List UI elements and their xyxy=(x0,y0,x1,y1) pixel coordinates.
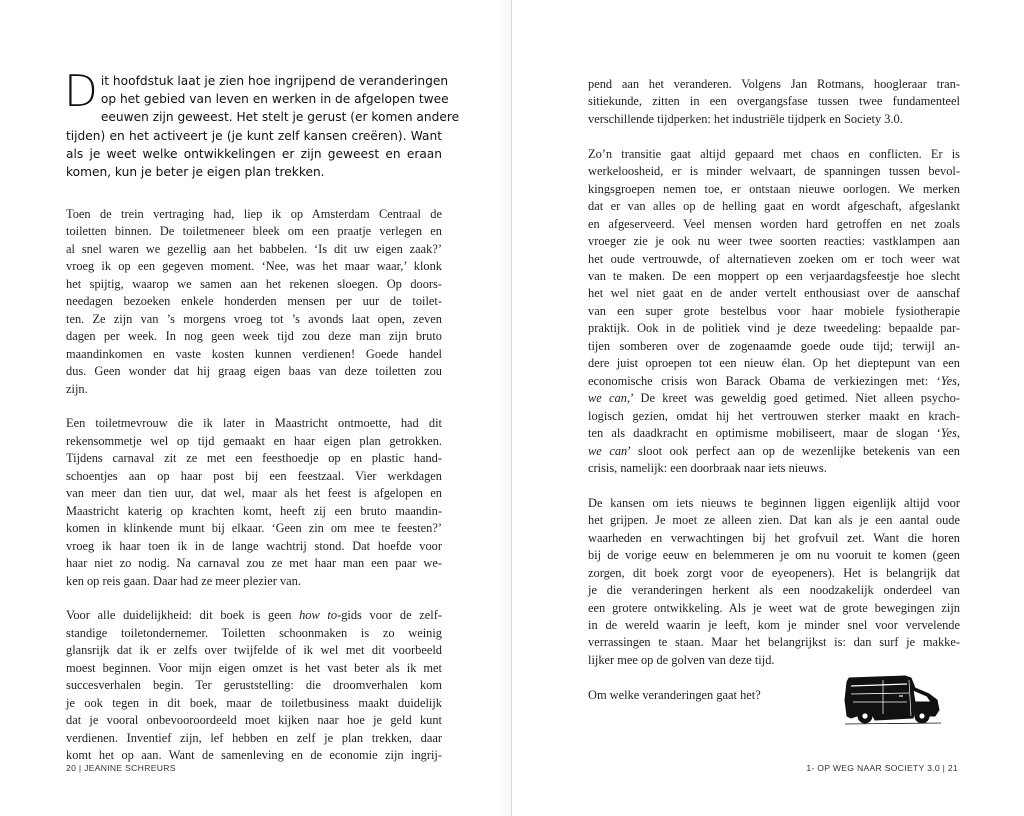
intro-line: eeuwen zijn geweest. Het stelt je gerust (er komen andere xyxy=(100,110,460,125)
text-line: tijen somberen over de zogenaamde goede oude tijd; terwijl an- xyxy=(588,338,960,353)
text-line: verschillende tijdperken: het industriële tijdperk en Society 3.0. xyxy=(588,111,903,126)
text-line: bij de vorige eeuw en belemmeren je om nu vooruit te komen (geen xyxy=(588,548,960,563)
paragraph xyxy=(66,206,442,398)
left-body-text xyxy=(66,206,442,782)
text-line: zorgen, dit boek zorgt voor de eyeopeners). Het is belangrijk dat xyxy=(588,565,960,580)
gutter-shadow xyxy=(496,0,511,816)
text-line: pend aan het veranderen. Volgens Jan Rotmans, hoogleraar tran- xyxy=(588,77,960,91)
text-line: ken op reis gaan. Daar had ze meer plezier van. xyxy=(66,573,301,588)
intro-line: als je weet welke ontwikkelingen er zijn geweest en eraan xyxy=(66,146,442,161)
text-line: het wel niet gaat en de ander vertelt enthousiast over de aanschaf xyxy=(588,286,960,301)
text-line: komt het op aan. Want de samenleving en de economie zijn ingrij- xyxy=(66,748,442,763)
text-line: Zo’n transitie gaat altijd gepaard met chaos en conflicten. Er is xyxy=(588,146,960,161)
text-line: crisis, namelijk: een doorbraak naar iets nieuws. xyxy=(588,460,827,475)
text-line: dus. Geen wonder dat hij graag eigen baas van deze toiletten zou xyxy=(66,364,442,379)
text-line: praktijk. Ook in de politiek vind je deze tweedeling: bepaalde par- xyxy=(588,321,960,336)
text-line: Voor alle duidelijkheid: dit boek is geen how to-gids voor de zelf- xyxy=(66,608,442,623)
page-footer-left: 20 | JEANINE SCHREURS xyxy=(66,763,176,773)
van-illustration xyxy=(845,676,941,724)
text-line: vroeg ik op een gegeven moment. ‘Nee, was het maar waar,’ klonk xyxy=(66,259,442,274)
intro-line: komen, kun je beter je eigen plan trekken. xyxy=(66,165,325,180)
text-line: Een toiletmevrouw die ik later in Maastricht ontmoette, had dit xyxy=(66,416,442,431)
text-line: het oude vertrouwde, of alternatieven zoeken om er toch weer wat xyxy=(588,251,960,266)
drop-cap: D xyxy=(64,66,98,117)
text-line: dagen per week. In nog geen week tijd zou deze man zijn bruto xyxy=(66,329,442,344)
text-line: je die veranderingen herkent als een noodzakelijk onderdeel van xyxy=(588,583,960,598)
text-line: werkeloosheid, er is minder welvaart, de spanningen tussen bevol- xyxy=(588,164,960,179)
text-line: in de wereld waarin je leeft, kom je minder snel voor vervelende xyxy=(588,618,960,633)
van-drawing xyxy=(843,672,943,726)
text-line: schoentjes aan op haar post bij een feestzaal. Vier werkdagen xyxy=(66,468,442,483)
text-line: dat er van alles op de helling gaat en wordt afgeschaft, afgeslankt xyxy=(588,199,960,214)
text-line: Toen de trein vertraging had, liep ik op Amsterdam Centraal de xyxy=(66,207,442,221)
paragraph xyxy=(66,607,442,764)
text-line: Tijdens carnaval zit ze met een feesthoedje op en plastic hand- xyxy=(66,451,442,466)
paragraph xyxy=(588,495,960,670)
text-line: en afgeserveerd. Veel mensen worden hard getroffen en net zoals xyxy=(588,216,960,231)
text-line: we can,’ De kreet was geweldig goed getimed. Niet alleen psycho- xyxy=(588,391,960,406)
text-line: sitiekunde, zitten in een overgangsfase tussen twee fundamenteel xyxy=(588,94,960,109)
text-line: needagen bezoeken enkele honderden mensen per uur de toilet- xyxy=(66,294,442,309)
text-line: van een super grote bestelbus voor haar mobiele fysiotherapie xyxy=(588,303,960,318)
chapter-intro xyxy=(64,66,460,181)
text-line: we can’ sloot ook perfect aan op de wezenlijke betekenis van een xyxy=(588,443,960,458)
text-line: waarheden en verwachtingen bij het grofvuil zet. Want die horen xyxy=(588,530,960,545)
text-line: je ook tegen in dit boek, maar de toiletbusiness maakt duidelijk xyxy=(66,695,442,710)
intro-line: op het gebied van leven en werken in de afgelopen twee xyxy=(100,92,449,107)
text-line: succesverhalen begin. Ter geruststelling: die droomverhalen kom xyxy=(66,678,442,693)
text-line: rekensommetje wel op tijd gemaakt en haar eigen plan getrokken. xyxy=(66,433,442,448)
text-line: ten als daadkracht en optimisme mobiliseert, maar de slogan ‘Yes, xyxy=(588,426,960,441)
intro-line: it hoofdstuk laat je zien hoe ingrijpend de veranderingen xyxy=(100,74,449,88)
text-line: vroeger zie je ook nu weer twee soorten reacties: vastklampen aan xyxy=(588,234,960,249)
left-page xyxy=(0,0,511,816)
text-line: verrassingen te staan. Maar het belangrijkst is: dan surf je makke- xyxy=(588,635,960,650)
text-line: zijn. xyxy=(66,381,88,396)
text-line: een grotere ontwikkeling. Als je weet wat de grote bewegingen zijn xyxy=(588,600,960,615)
right-body-text xyxy=(588,76,960,722)
text-line: haar niet zo nodig. Na carnaval zou ze met haar man een paar we- xyxy=(66,556,442,571)
text-line: kingsgroepen nemen toe, er ontstaan nieuwe oorlogen. We merken xyxy=(588,181,960,196)
text-line: van meer dan tien uur, dat wel, maar als het feest is afgelopen en xyxy=(66,486,442,501)
text-line: standige toiletondernemer. Toiletten schoonmaken is zo weinig xyxy=(66,625,442,640)
text-line: ten. Ze zijn van ’s morgens vroeg tot ’s avonds laat open, zeven xyxy=(66,311,442,326)
paragraph xyxy=(66,415,442,590)
text-line: moest beginnen. Voor mijn eigen omzet is het vast beter als ik met xyxy=(66,660,442,675)
text-line: komen in klinkende munt bij elkaar. ‘Geen zin om mee te feesten?’ xyxy=(66,521,442,536)
paragraph xyxy=(588,146,960,478)
text-line: al snel waren we gezellig aan het babbelen. ‘Is dit uw eigen zaak?’ xyxy=(66,241,442,256)
text-line: toiletten binnen. De toiletmeneer bleek om een praatje verlegen en xyxy=(66,224,442,239)
text-line: De kansen om iets nieuws te beginnen liggen eigenlijk altijd voor xyxy=(588,495,960,510)
text-line: logisch gezien, omdat hij het vertrouwen sterker maakt en krach- xyxy=(588,408,960,423)
text-line: Maastricht katerig op krachten komt, heeft zij een bruto maandin- xyxy=(66,503,442,518)
page-footer-right: 1- OP WEG NAAR SOCIETY 3.0 | 21 xyxy=(806,763,958,773)
text-line: lijker mee op de golven van deze tijd. xyxy=(588,652,775,667)
text-line: het grijpen. Je moet ze alleen zien. Dat kan als je een aantal oude xyxy=(588,513,960,528)
text-line: Om welke veranderingen gaat het? xyxy=(588,687,761,702)
text-line: dat je vooral onbevooroordeeld moet kijken naar hoe je geld kunt xyxy=(66,713,442,728)
text-line: glansrijk dat ik er zelfs over twijfelde of ik wel met dit voorbeeld xyxy=(66,643,442,658)
paragraph xyxy=(588,76,960,128)
text-line: vroeg ik haar toen ik in de lange wachtrij stond. Dat hoefde voor xyxy=(66,538,442,553)
text-line: verdienen. Inventief zijn, lef hebben en zelf je plan trekken, daar xyxy=(66,730,442,745)
text-line: van te maken. De een moppert op een verjaardagsfeestje hoe slecht xyxy=(588,268,960,283)
text-line: het spijtig, waarop we samen aan het rekenen sloegen. Op doors- xyxy=(66,276,442,291)
intro-line: tijden) en het activeert je (je kunt zelf kansen creëren). Want xyxy=(66,128,442,143)
text-line: maandinkomen en vaste kosten kunnen verdienen! Goede handel xyxy=(66,346,442,361)
text-line: dere juist oproepen tot een nieuw élan. Op het dieptepunt van een xyxy=(588,356,960,371)
text-line: economische crisis won Barack Obama de verkiezingen met: ‘Yes, xyxy=(588,373,960,388)
